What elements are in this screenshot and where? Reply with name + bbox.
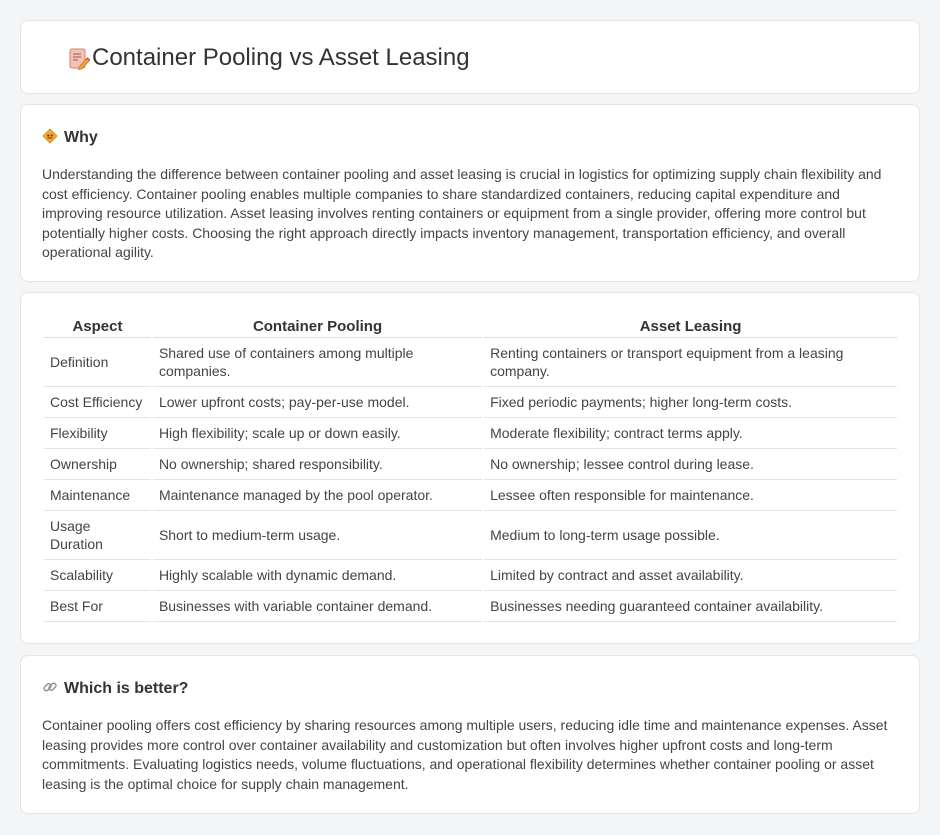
pooling-cell: Lower upfront costs; pay-per-use model.: [153, 387, 482, 418]
comparison-table: [42, 315, 899, 622]
which-is-better-section: [20, 655, 920, 814]
better-text: Container pooling offers cost efficiency by sharing resources among multiple users, reducing idle time and maintenance expenses. Asset leasing provides more control over container availability and customization but often involves higher upfront costs and long-term commitments. Evaluating logistics needs, volume fluctuations, and operational flexibility determines whether container pooling or asset leasing is the optimal choice for supply chain management.: [42, 717, 888, 792]
table-row: [44, 387, 897, 418]
header-asset-leasing: Asset Leasing: [484, 315, 897, 338]
link-icon: [42, 679, 58, 695]
leasing-cell: No ownership; lessee control during lease.: [484, 449, 897, 480]
aspect-cell: Usage Duration: [44, 511, 151, 560]
table-row: [44, 560, 897, 591]
aspect-cell: Best For: [44, 591, 151, 622]
document-pencil-icon: [67, 47, 91, 71]
table-header-row: [44, 315, 897, 338]
why-section: [20, 104, 920, 282]
table-row: [44, 338, 897, 387]
pooling-cell: Maintenance managed by the pool operator.: [153, 480, 482, 511]
leasing-cell: Renting containers or transport equipment from a leasing company.: [484, 338, 897, 387]
header-card: [20, 20, 920, 94]
aspect-cell: Flexibility: [44, 418, 151, 449]
table-row: [44, 418, 897, 449]
table-row: [44, 449, 897, 480]
leasing-cell: Businesses needing guaranteed container availability.: [484, 591, 897, 622]
leasing-cell: Fixed periodic payments; higher long-term costs.: [484, 387, 897, 418]
aspect-cell: Definition: [44, 338, 151, 387]
table-row: [44, 591, 897, 622]
why-heading: [42, 128, 98, 147]
leasing-cell: Limited by contract and asset availability.: [484, 560, 897, 591]
leasing-cell: Lessee often responsible for maintenance.: [484, 480, 897, 511]
pooling-cell: High flexibility; scale up or down easily.: [153, 418, 482, 449]
leasing-cell: Moderate flexibility; contract terms apply.: [484, 418, 897, 449]
leasing-cell: Medium to long-term usage possible.: [484, 511, 897, 560]
aspect-cell: Ownership: [44, 449, 151, 480]
comparison-table-card: [20, 292, 920, 644]
aspect-cell: Cost Efficiency: [44, 387, 151, 418]
page-title: Container Pooling vs Asset Leasing: [92, 44, 470, 71]
pooling-cell: Highly scalable with dynamic demand.: [153, 560, 482, 591]
header-aspect: Aspect: [44, 315, 151, 338]
header-container-pooling: Container Pooling: [153, 315, 482, 338]
pooling-cell: Short to medium-term usage.: [153, 511, 482, 560]
better-heading: [42, 679, 188, 698]
pooling-cell: No ownership; shared responsibility.: [153, 449, 482, 480]
diamond-sign-icon: [42, 128, 58, 144]
pooling-cell: Businesses with variable container demand.: [153, 591, 482, 622]
table-row: [44, 480, 897, 511]
aspect-cell: Scalability: [44, 560, 151, 591]
why-text: Understanding the difference between container pooling and asset leasing is crucial in logistics for optimizing supply chain flexibility and cost efficiency. Container pooling enables multiple companies to share standardized containers, reducing capital expenditure and improving resource utilization. Asset leasing involves renting containers or equipment from a single provider, offering more control but potentially higher costs. Choosing the right approach directly impacts inventory management, transportation efficiency, and overall operational agility.: [42, 166, 882, 261]
pooling-cell: Shared use of containers among multiple companies.: [153, 338, 482, 387]
why-title: Why: [64, 129, 98, 146]
better-title: Which is better?: [64, 680, 189, 697]
aspect-cell: Maintenance: [44, 480, 151, 511]
table-row: [44, 511, 897, 560]
